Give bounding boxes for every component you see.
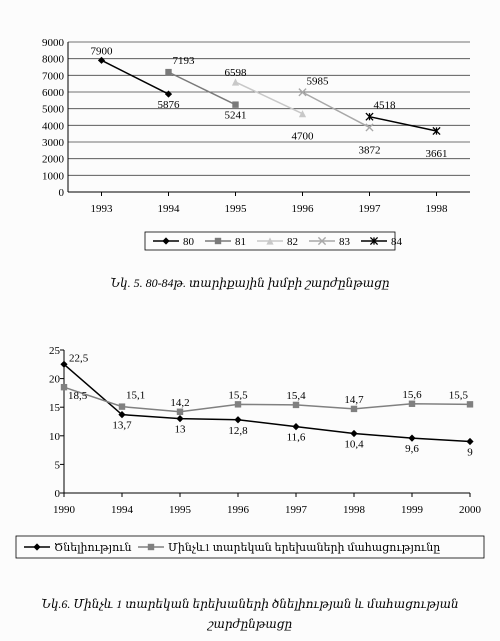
legend-label-0: Ծնելիություն <box>54 542 132 554</box>
legend-label-4: 84 <box>391 236 402 248</box>
series-2-point <box>232 78 239 85</box>
y-tick-label: 5 <box>54 459 60 472</box>
x-tick-label: 1997 <box>285 504 307 516</box>
data-label: 9 <box>467 446 473 459</box>
series-0-point <box>408 434 415 441</box>
data-label: 12,8 <box>228 424 248 437</box>
y-tick-label: 0 <box>58 187 64 199</box>
data-label: 5876 <box>157 99 180 112</box>
data-label: 5241 <box>224 109 247 122</box>
data-label: 18,5 <box>68 390 88 403</box>
data-label: 10,4 <box>344 438 364 451</box>
data-label: 15,5 <box>448 389 468 402</box>
y-tick-label: 2000 <box>42 153 64 166</box>
x-tick-label: 1994 <box>157 203 180 215</box>
series-0-point <box>165 90 172 97</box>
data-label: 15,1 <box>126 389 146 402</box>
data-label: 14,7 <box>344 393 364 406</box>
data-label: 13,7 <box>112 419 132 432</box>
data-label: 15,5 <box>228 389 248 402</box>
data-label: 9,6 <box>405 443 419 456</box>
series-0-point <box>292 423 299 430</box>
y-tick-label: 1000 <box>42 170 64 183</box>
legend-swatch-marker <box>162 237 169 244</box>
y-tick-label: 10 <box>49 430 60 443</box>
series-line-3 <box>303 92 370 127</box>
legend-label-1: 81 <box>235 236 246 248</box>
series-2-point <box>299 110 306 117</box>
series-1-point <box>165 69 171 75</box>
chart-2 <box>0 342 500 574</box>
x-tick-label: 1998 <box>343 504 365 516</box>
data-label: 15,6 <box>402 388 422 401</box>
x-tick-label: 1997 <box>358 203 381 215</box>
data-label: 3661 <box>425 147 448 160</box>
legend-swatch-marker <box>215 238 221 244</box>
data-label: 13 <box>174 423 186 436</box>
chart-1 <box>0 30 500 290</box>
data-label: 7900 <box>90 45 113 58</box>
y-tick-label: 4000 <box>42 120 64 133</box>
legend-swatch-marker <box>33 543 40 550</box>
data-label: 7193 <box>172 55 195 68</box>
data-label: 22,5 <box>69 352 89 365</box>
series-1-point <box>61 384 67 390</box>
series-1-point <box>293 402 299 408</box>
data-label: 4518 <box>373 99 396 112</box>
chart-2-caption: Նկ.6. Մինչև 1 տարեկան երեխաների ծնելիության և մահացության շարժընթացը <box>41 597 459 631</box>
series-1-point <box>235 401 241 407</box>
series-0-point <box>176 415 183 422</box>
x-tick-label: 1998 <box>425 203 448 215</box>
series-line-4 <box>370 117 437 131</box>
data-label: 14,2 <box>170 396 190 409</box>
series-1-point <box>232 101 238 107</box>
x-tick-label: 1994 <box>111 504 133 516</box>
series-line-0 <box>102 60 169 94</box>
chart-1-caption: Նկ. 5. 80-84թ. տարիքային խմբի շարժընթացը <box>110 276 390 290</box>
series-0-point <box>234 416 241 423</box>
x-tick-label: 1995 <box>169 504 191 516</box>
series-1-point <box>409 401 415 407</box>
x-tick-label: 2000 <box>459 504 481 516</box>
y-tick-label: 20 <box>49 373 60 386</box>
y-tick-label: 15 <box>49 402 60 415</box>
y-tick-label: 0 <box>54 488 60 500</box>
series-0-point <box>466 438 473 445</box>
x-tick-label: 1993 <box>90 203 113 215</box>
y-tick-label: 5000 <box>42 103 64 116</box>
y-tick-label: 6000 <box>42 87 64 99</box>
data-label: 5985 <box>306 75 329 88</box>
series-1-point <box>177 409 183 415</box>
y-tick-label: 9000 <box>42 37 64 49</box>
series-0-point <box>98 57 105 64</box>
y-tick-label: 8000 <box>42 53 64 66</box>
y-tick-label: 25 <box>49 345 60 357</box>
x-tick-label: 1990 <box>53 504 75 516</box>
legend-label-1: Մինչև1 տարեկան երեխաների մահացությունը <box>168 542 441 554</box>
legend-label-3: 83 <box>339 236 350 248</box>
series-1-point <box>467 401 473 407</box>
series-1-point <box>351 406 357 412</box>
y-tick-label: 3000 <box>42 137 64 149</box>
data-label: 11,6 <box>286 431 306 444</box>
data-label: 6598 <box>224 67 247 80</box>
series-1-point <box>119 403 125 409</box>
x-tick-label: 1995 <box>224 203 247 215</box>
y-tick-label: 7000 <box>42 70 64 83</box>
series-0-point <box>350 430 357 437</box>
data-label: 3872 <box>358 144 381 157</box>
legend-label-2: 82 <box>287 236 298 248</box>
x-tick-label: 1996 <box>227 504 249 516</box>
data-label: 4700 <box>291 130 314 143</box>
legend-swatch-marker <box>148 544 154 550</box>
data-label: 15,4 <box>286 389 306 402</box>
x-tick-label: 1996 <box>291 203 314 215</box>
legend-label-0: 80 <box>183 236 194 248</box>
x-tick-label: 1999 <box>401 504 423 516</box>
